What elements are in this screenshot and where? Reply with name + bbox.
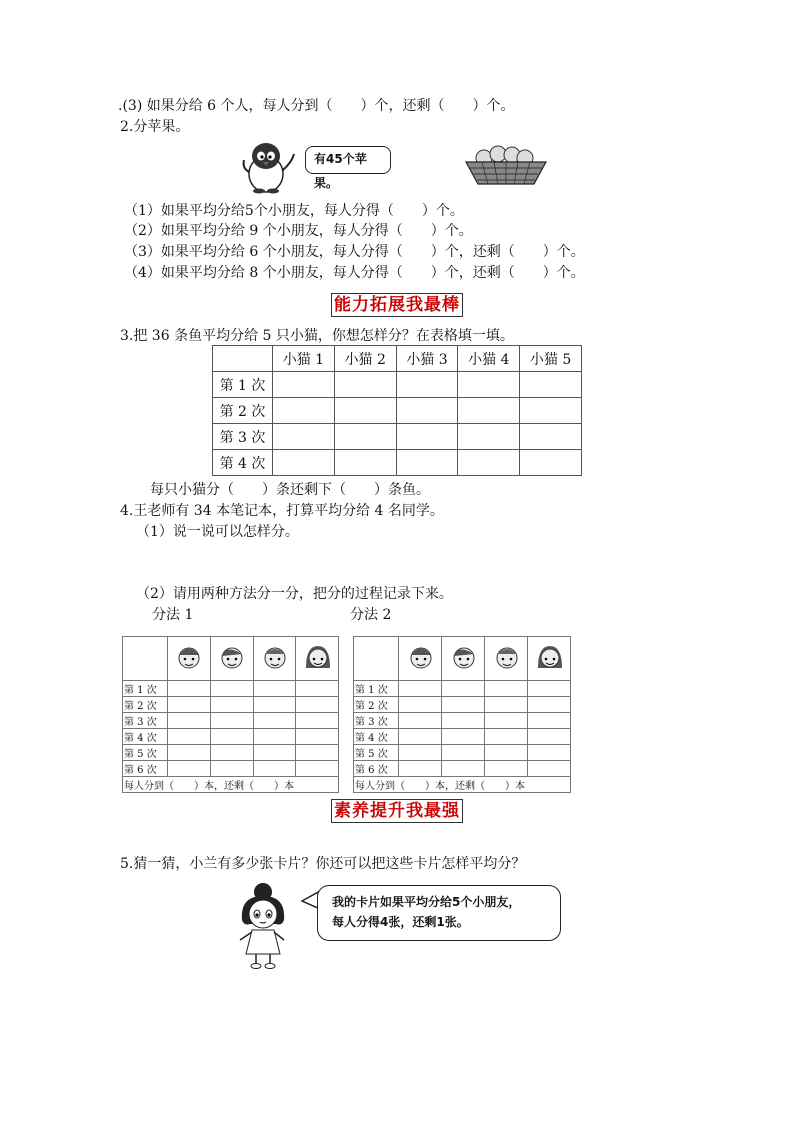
q2-speech-text: 有45个苹果。 xyxy=(314,152,367,190)
q3-answer-cell[interactable] xyxy=(334,372,396,398)
method-1-table xyxy=(122,636,339,793)
q5-speech-line-1: 我的卡片如果平均分给5个小朋友， xyxy=(332,895,521,909)
q3-title: 3.把 36 条鱼平均分给 5 只小猫，你想怎样分？在表格填一填。 xyxy=(120,328,514,344)
q3-answer-cell[interactable] xyxy=(273,450,335,476)
q3-answer-cell[interactable] xyxy=(520,424,582,450)
q3-answer-cell[interactable] xyxy=(520,372,582,398)
method-2-table xyxy=(353,636,571,793)
q4-sub2: （2）请用两种方法分一分，把分的过程记录下来。 xyxy=(136,586,453,602)
apple-basket-illustration xyxy=(462,140,550,188)
method-1-row-label: 第 6 次 xyxy=(123,761,168,777)
child-face-icon xyxy=(304,642,332,672)
q3-table xyxy=(212,345,582,476)
q3-answer-cell[interactable] xyxy=(458,372,520,398)
q4-sub1: （1）说一说可以怎样分。 xyxy=(136,524,299,540)
q3-header-cell: 小猫 1 xyxy=(273,346,335,372)
q3-answer-cell[interactable] xyxy=(520,450,582,476)
child-face-icon xyxy=(261,642,289,672)
q2-item-1: （1）如果平均分给5个小朋友，每人分得（ ）个。 xyxy=(124,203,464,219)
q3-answer-cell[interactable] xyxy=(520,398,582,424)
method-2-row-label: 第 2 次 xyxy=(354,697,399,713)
q3-footer: 每只小猫分（ ）条还剩下（ ）条鱼。 xyxy=(150,482,430,498)
method-1-row-label: 第 5 次 xyxy=(123,745,168,761)
girl-xiaolan-illustration xyxy=(232,880,294,970)
method-1-row-label: 第 1 次 xyxy=(123,681,168,697)
q3-answer-cell[interactable] xyxy=(273,424,335,450)
method-2-footer: 每人分到（ ）本，还剩（ ）本 xyxy=(354,777,571,793)
q3-answer-cell[interactable] xyxy=(458,424,520,450)
q3-header-cell: 小猫 5 xyxy=(520,346,582,372)
method-2-row-label: 第 1 次 xyxy=(354,681,399,697)
q3-answer-cell[interactable] xyxy=(458,450,520,476)
q3-answer-cell[interactable] xyxy=(396,398,458,424)
q3-answer-cell[interactable] xyxy=(396,424,458,450)
method-2-label: 分法 2 xyxy=(350,607,392,623)
method-2-row-label: 第 5 次 xyxy=(354,745,399,761)
method-2-row-label: 第 6 次 xyxy=(354,761,399,777)
q3-row-label: 第 1 次 xyxy=(213,372,273,398)
q3-row-label: 第 2 次 xyxy=(213,398,273,424)
q3-answer-cell[interactable] xyxy=(396,372,458,398)
method-1-row-label: 第 4 次 xyxy=(123,729,168,745)
method-2-row-label: 第 3 次 xyxy=(354,713,399,729)
child-face-icon xyxy=(407,642,435,672)
q3-answer-cell[interactable] xyxy=(273,398,335,424)
q3-row-label: 第 3 次 xyxy=(213,424,273,450)
q5-speech-bubble xyxy=(317,885,561,941)
q3-header-cell: 小猫 3 xyxy=(396,346,458,372)
section-heading-ability: 能力拓展我最棒 xyxy=(331,293,463,317)
q2-title: 2.分苹果。 xyxy=(120,119,190,135)
child-face-icon xyxy=(493,642,521,672)
child-face-icon xyxy=(536,642,564,672)
method-1-footer: 每人分到（ ）本，还剩（ ）本 xyxy=(123,777,339,793)
q5-title: 5.猜一猜，小兰有多少张卡片？你还可以把这些卡片怎样平均分？ xyxy=(120,856,526,872)
method-1-row-label: 第 3 次 xyxy=(123,713,168,729)
q3-answer-cell[interactable] xyxy=(334,450,396,476)
q2-speech-bubble xyxy=(305,146,391,190)
penguin-illustration xyxy=(240,140,298,194)
q3-answer-cell[interactable] xyxy=(396,450,458,476)
child-face-icon xyxy=(218,642,246,672)
q3-answer-cell[interactable] xyxy=(273,372,335,398)
section-heading-literacy: 素养提升我最强 xyxy=(331,799,463,823)
q5-speech-line-2: 每人分得4张，还剩1张。 xyxy=(332,915,469,929)
q3-answer-cell[interactable] xyxy=(458,398,520,424)
method-2-row-label: 第 4 次 xyxy=(354,729,399,745)
q3-row-label: 第 4 次 xyxy=(213,450,273,476)
q2-item-4: （4）如果平均分给 8 个小朋友，每人分得（ ）个，还剩（ ）个。 xyxy=(124,265,585,281)
method-1-row-label: 第 2 次 xyxy=(123,697,168,713)
q2-item-2: （2）如果平均分给 9 个小朋友，每人分得（ ）个。 xyxy=(124,223,473,239)
q3-header-cell xyxy=(213,346,273,372)
q3-header-cell: 小猫 4 xyxy=(458,346,520,372)
question-prev-3: .(3) 如果分给 6 个人，每人分到（ ）个，还剩（ ）个。 xyxy=(118,98,515,114)
child-face-icon xyxy=(175,642,203,672)
q4-title: 4.王老师有 34 本笔记本，打算平均分给 4 名同学。 xyxy=(120,503,444,519)
child-face-icon xyxy=(450,642,478,672)
q3-answer-cell[interactable] xyxy=(334,398,396,424)
q3-answer-cell[interactable] xyxy=(334,424,396,450)
q2-item-3: （3）如果平均分给 6 个小朋友，每人分得（ ）个，还剩（ ）个。 xyxy=(124,244,585,260)
q3-header-cell: 小猫 2 xyxy=(334,346,396,372)
method-1-label: 分法 1 xyxy=(152,607,194,623)
